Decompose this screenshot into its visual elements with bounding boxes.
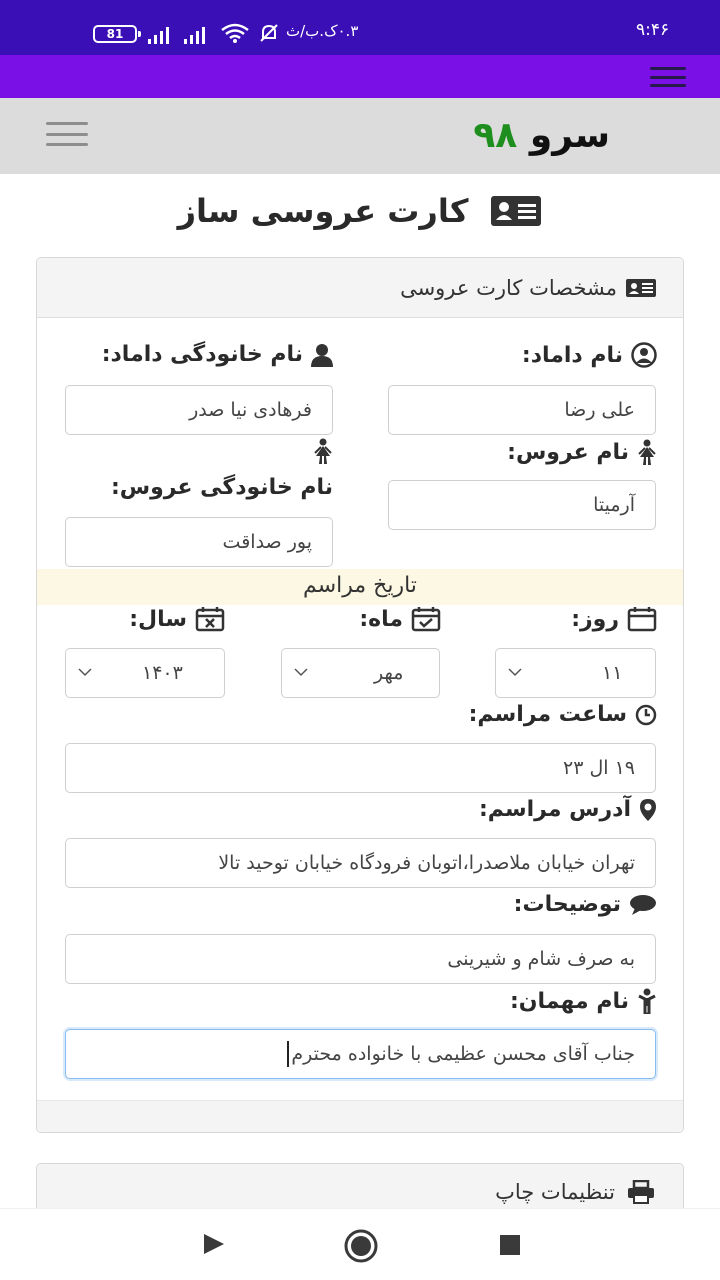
id-card-icon bbox=[625, 278, 657, 298]
user-icon bbox=[311, 343, 333, 367]
system-navigation-bar bbox=[0, 1208, 720, 1280]
guest-name-input[interactable]: جناب آقای محسن عظیمی با خانواده محترم bbox=[65, 1029, 656, 1079]
card-header bbox=[37, 258, 683, 318]
user-circle-icon bbox=[631, 342, 657, 368]
ceremony-time-input[interactable]: ۱۹ ال ۲۳ bbox=[65, 743, 656, 793]
bride-family-input[interactable]: پور صداقت bbox=[65, 517, 333, 567]
notes-label: توضیحات: bbox=[514, 892, 657, 917]
signal-icon bbox=[148, 24, 174, 44]
ceremony-address-input[interactable]: تهران خیابان ملاصدرا،اتوبان فرودگاه خیابان توحید تالا bbox=[65, 838, 656, 888]
bride-family-label: نام خانودگی عروس: bbox=[110, 475, 333, 500]
signal-icon-2 bbox=[184, 24, 210, 44]
card-header-text: مشخصات کارت عروسی bbox=[400, 275, 617, 300]
map-marker-icon bbox=[639, 798, 657, 822]
guest-name-label: نام مهمان: bbox=[510, 988, 657, 1014]
recents-icon[interactable] bbox=[499, 1234, 521, 1256]
year-select[interactable] bbox=[65, 648, 225, 698]
bride-name-label: نام عروس: bbox=[507, 439, 657, 465]
chevron-down-icon bbox=[508, 667, 522, 677]
bell-off-icon bbox=[258, 22, 280, 44]
notes-input[interactable]: به صرف شام و شیرینی bbox=[65, 934, 656, 984]
navbar-toggle-icon[interactable] bbox=[46, 122, 88, 146]
brand-word: سرو bbox=[529, 115, 610, 156]
calendar-check-icon bbox=[411, 606, 441, 632]
chevron-down-icon bbox=[78, 667, 92, 677]
female-icon bbox=[313, 438, 333, 464]
app-menu-icon[interactable] bbox=[650, 67, 686, 87]
network-speed: ۰.۳ک.ب/ث bbox=[286, 22, 359, 40]
brand-logo[interactable] bbox=[470, 108, 610, 164]
female-icon bbox=[637, 439, 657, 465]
day-label: روز: bbox=[571, 606, 657, 632]
wifi-icon bbox=[220, 22, 250, 44]
app-bar bbox=[0, 55, 720, 98]
home-icon[interactable] bbox=[344, 1229, 378, 1263]
groom-name-label: نام داماد: bbox=[522, 342, 657, 368]
child-icon bbox=[637, 988, 657, 1014]
text-cursor bbox=[287, 1041, 289, 1067]
id-card-icon bbox=[490, 195, 542, 227]
card-footer bbox=[37, 1100, 683, 1132]
print-settings-header[interactable]: تنظیمات چاپ bbox=[495, 1180, 655, 1204]
day-select[interactable] bbox=[495, 648, 656, 698]
battery-icon bbox=[93, 25, 137, 43]
wedding-card-form bbox=[36, 257, 684, 1133]
page-title-text: کارت عروسی ساز bbox=[177, 192, 469, 230]
calendar-x-icon bbox=[195, 606, 225, 632]
month-select-value: مهر bbox=[374, 662, 404, 684]
chevron-down-icon bbox=[294, 667, 308, 677]
battery-level: 81 bbox=[106, 27, 124, 41]
ceremony-date-heading: تاریخ مراسم bbox=[37, 569, 683, 605]
month-label: ماه: bbox=[359, 606, 441, 632]
day-select-value: ۱۱ bbox=[602, 662, 623, 684]
clock-icon bbox=[635, 704, 657, 726]
status-bar bbox=[0, 0, 720, 55]
groom-family-input[interactable]: فرهادی نیا صدر bbox=[65, 385, 333, 435]
ceremony-address-label: آدرس مراسم: bbox=[479, 797, 657, 822]
print-icon bbox=[627, 1180, 655, 1204]
ceremony-time-label: ساعت مراسم: bbox=[469, 702, 657, 727]
comment-icon bbox=[629, 894, 657, 916]
clock-time: ۹:۴۶ bbox=[636, 20, 670, 40]
year-label: سال: bbox=[129, 606, 225, 632]
brand-number: ۹۸ bbox=[473, 115, 518, 156]
back-icon[interactable] bbox=[202, 1231, 226, 1257]
groom-name-input[interactable]: علی رضا bbox=[388, 385, 656, 435]
month-select[interactable] bbox=[281, 648, 440, 698]
page-title bbox=[0, 184, 720, 238]
bride-name-input[interactable]: آرمیتا bbox=[388, 480, 656, 530]
groom-family-label: نام خانودگی داماد: bbox=[102, 342, 333, 367]
site-navbar bbox=[0, 98, 720, 174]
calendar-icon bbox=[627, 606, 657, 632]
year-select-value: ۱۴۰۳ bbox=[142, 662, 183, 684]
